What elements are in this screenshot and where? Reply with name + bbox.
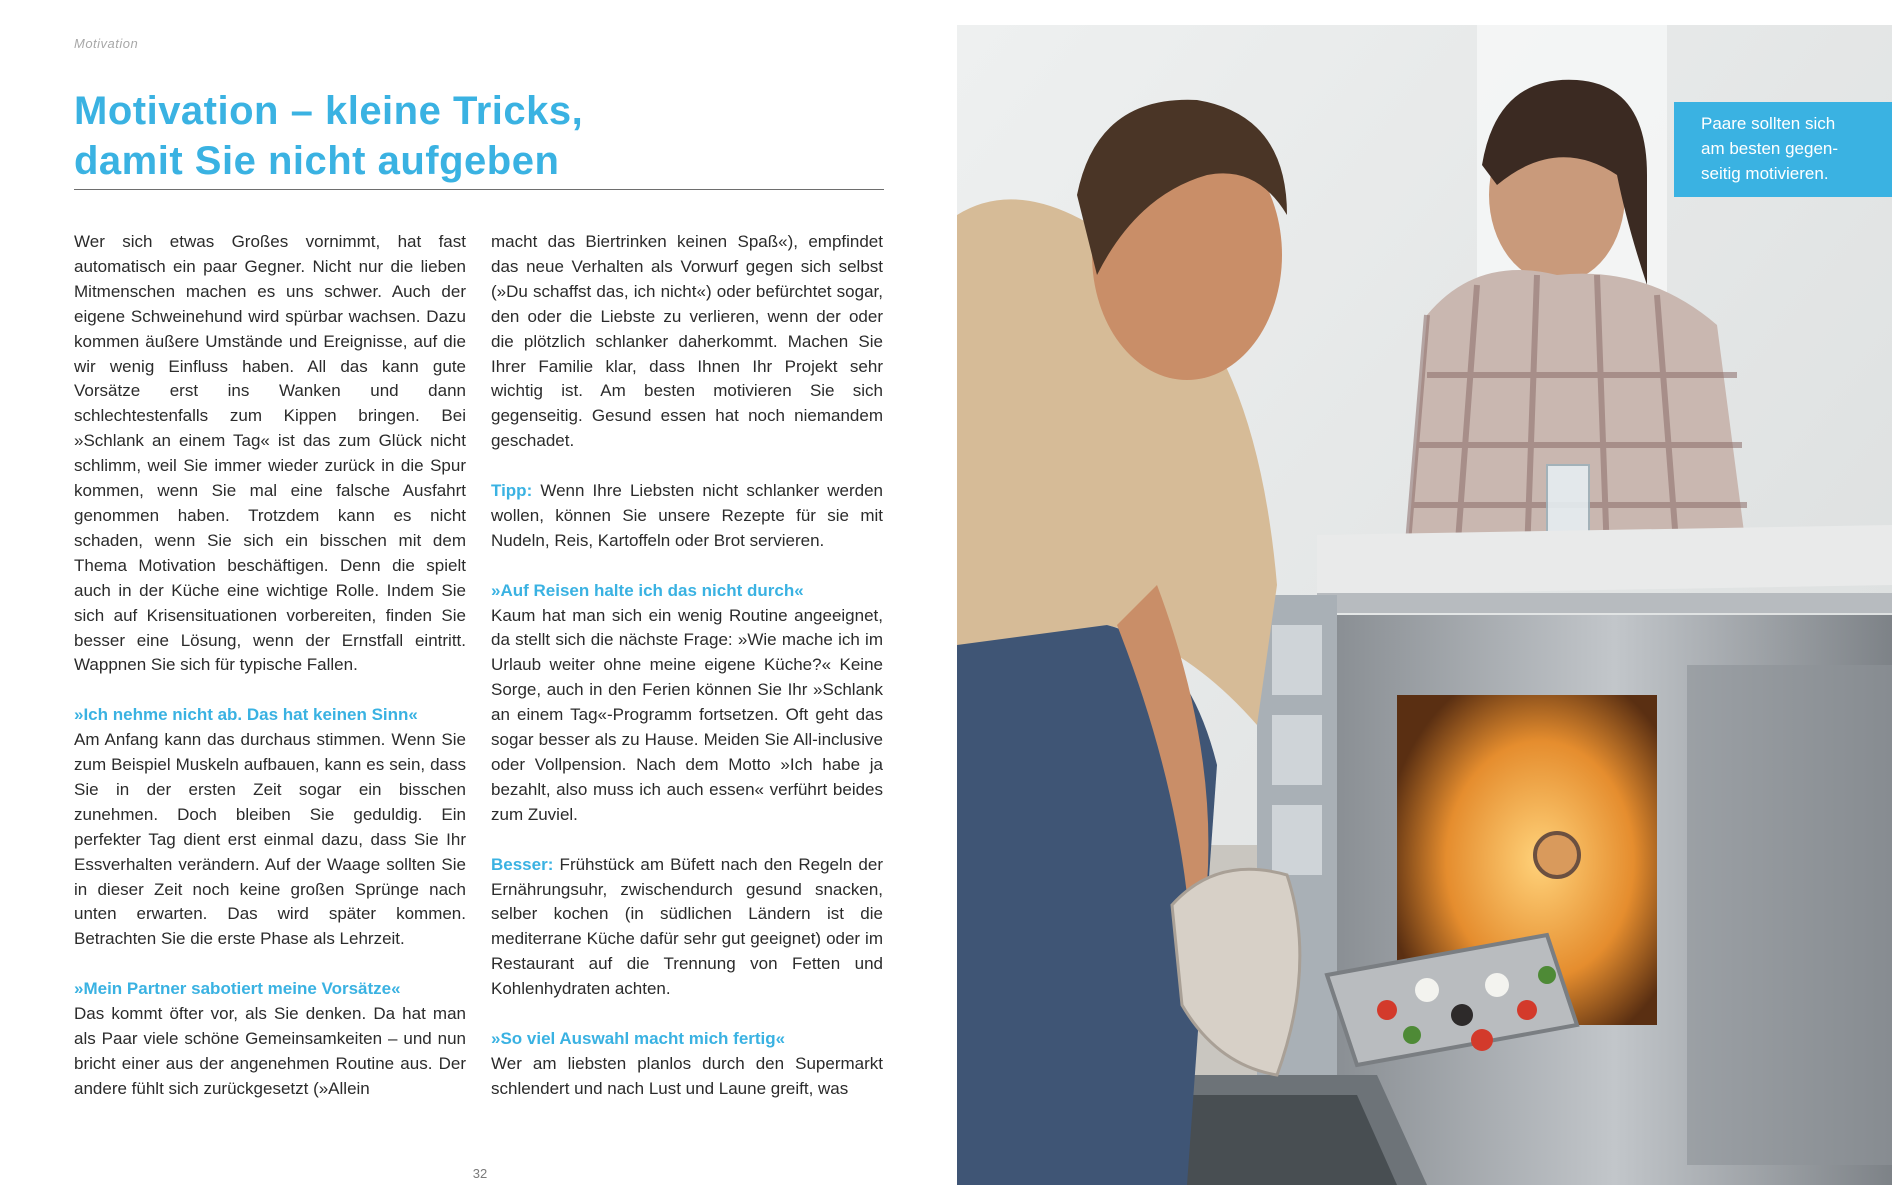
- caption-line-3: seitig motivieren.: [1701, 164, 1829, 183]
- section-choice: [491, 1027, 883, 1102]
- caption-line-2: am besten gegen-: [1701, 139, 1839, 158]
- intro-paragraph: Wer sich etwas Großes vornimmt, hat fast automatisch ein paar Gegner. Nicht nur die lieben Mitmenschen machen es uns schwer. Auch der eigene Schweinehund wird spürbar wachsen. Dazu kommen äußere Umstände und Ereignisse, auf die wir wenig Einfluss haben. All das kann gute Vorsätze erst ins Wanken und dann schlechtestenfalls zum Kippen bringen. Bei »Schlank an einem Tag« ist das zum Glück nicht schlimm, weil Sie immer wieder zurück in die Spur kommen, wenn Sie mal eine falsche Ausfahrt genommen haben. Trotzdem kann es nicht schaden, wenn Sie sich ein bisschen mit dem Thema Motivation beschäftigen. Denn die spielt auch in der Küche eine wichtige Rolle. Indem Sie sich auf Krisensituationen vorbereiten, finden Sie besser eine Lösung, wenn der Ernstfall eintritt. Wappnen Sie sich für typische Fallen.: [74, 232, 466, 675]
- section-heading: »So viel Auswahl macht mich fertig«: [491, 1028, 786, 1048]
- section-text: Am Anfang kann das durchaus stimmen. Wenn Sie zum Beispiel Muskeln aufbauen, kann es sein, dass Sie in der ersten Zeit sogar ein bisschen zunehmen. Doch bleiben Sie geduldig. Ein perfekter Tag dient erst einmal dazu, dass Sie Ihr Essverhalten verändern. Auf der Waage sollten Sie in dieser Zeit noch keine großen Sprünge nach unten erwarten. Das wird später kommen. Betrachten Sie die erste Phase als Lehrzeit.: [74, 730, 466, 949]
- title-line-2: damit Sie nicht aufgeben: [74, 139, 560, 183]
- caption-line-1: Paare sollten sich: [1701, 114, 1836, 133]
- section-heading: »Mein Partner sabotiert meine Vorsätze«: [74, 979, 401, 999]
- kitchen-illustration: [957, 25, 1892, 1185]
- section-travel: [491, 579, 883, 828]
- better-paragraph: [491, 853, 883, 1002]
- tip-text: Wenn Ihre Liebsten nicht schlanker werden wollen, können Sie unsere Rezepte für sie mit Nudeln, Reis, Kartoffeln oder Brot servieren.: [491, 481, 883, 550]
- partner-paragraph-continued: macht das Biertrinken keinen Spaß«), empfindet das neue Verhalten als Vorwurf gegen sich selbst (»Du schaffst das, ich nicht«) oder befürchtet sogar, den oder die Liebste zu verlieren, wenn der oder die plötzlich schlanker daherkommt. Machen Sie Ihrer Familie klar, dass Ihnen Ihr Projekt sehr wichtig ist. Am besten motivieren Sie sich gegenseitig. Gesund essen hat noch niemandem geschadet.: [491, 232, 883, 451]
- kitchen-photo: [957, 25, 1892, 1185]
- tip-label: Tipp:: [491, 481, 533, 501]
- title-line-1: Motivation – kleine Tricks,: [74, 89, 584, 133]
- title-rule: [74, 189, 884, 190]
- running-head: Motivation: [74, 36, 139, 51]
- better-label: Besser:: [491, 854, 554, 874]
- section-text: Das kommt öfter vor, als Sie denken. Da hat man als Paar viele schöne Gemeinsamkeiten – und nun bricht einer aus der angenehmen Routine aus. Der andere fühlt sich zurückgesetzt (»Allein: [74, 1004, 466, 1098]
- section-partner: [74, 977, 466, 1102]
- better-text: Frühstück am Büfett nach den Regeln der Ernährungsuhr, zwischendurch gesund snacken, selber kochen (in südlichen Ländern ist die mediterrane Küche dafür sehr gut geeignet) oder im Restaurant auf die Trennung von Fetten und Kohlenhydraten achten.: [491, 854, 883, 999]
- page-title: [74, 86, 884, 186]
- section-heading: »Ich nehme nicht ab. Das hat keinen Sinn«: [74, 705, 418, 725]
- photo-caption: [1674, 102, 1892, 197]
- section-heading: »Auf Reisen halte ich das nicht durch«: [491, 580, 804, 600]
- page-number: 32: [472, 1166, 488, 1181]
- text-column-right: [491, 230, 883, 1102]
- section-text: Wer am liebsten planlos durch den Supermarkt schlendert und nach Lust und Laune greift, was: [491, 1053, 883, 1098]
- section-no-weight-loss: [74, 703, 466, 952]
- text-column-left: [74, 230, 466, 1102]
- oven-knob: [1535, 833, 1579, 877]
- section-text: Kaum hat man sich ein wenig Routine angeeignet, da stellt sich die nächste Frage: »Wie mache ich im Urlaub weiter ohne meine eigene Küche?« Keine Sorge, auch in den Ferien können Sie Ihr »Schlank an einem Tag«-Programm fortsetzen. Oft geht das sogar besser als zu Hause. Meiden Sie All-inclusive oder Vollpension. Nach dem Motto »Ich habe ja bezahlt, also muss ich auch essen« verführt beides zum Zuviel.: [491, 605, 883, 824]
- tip-paragraph: [491, 479, 883, 554]
